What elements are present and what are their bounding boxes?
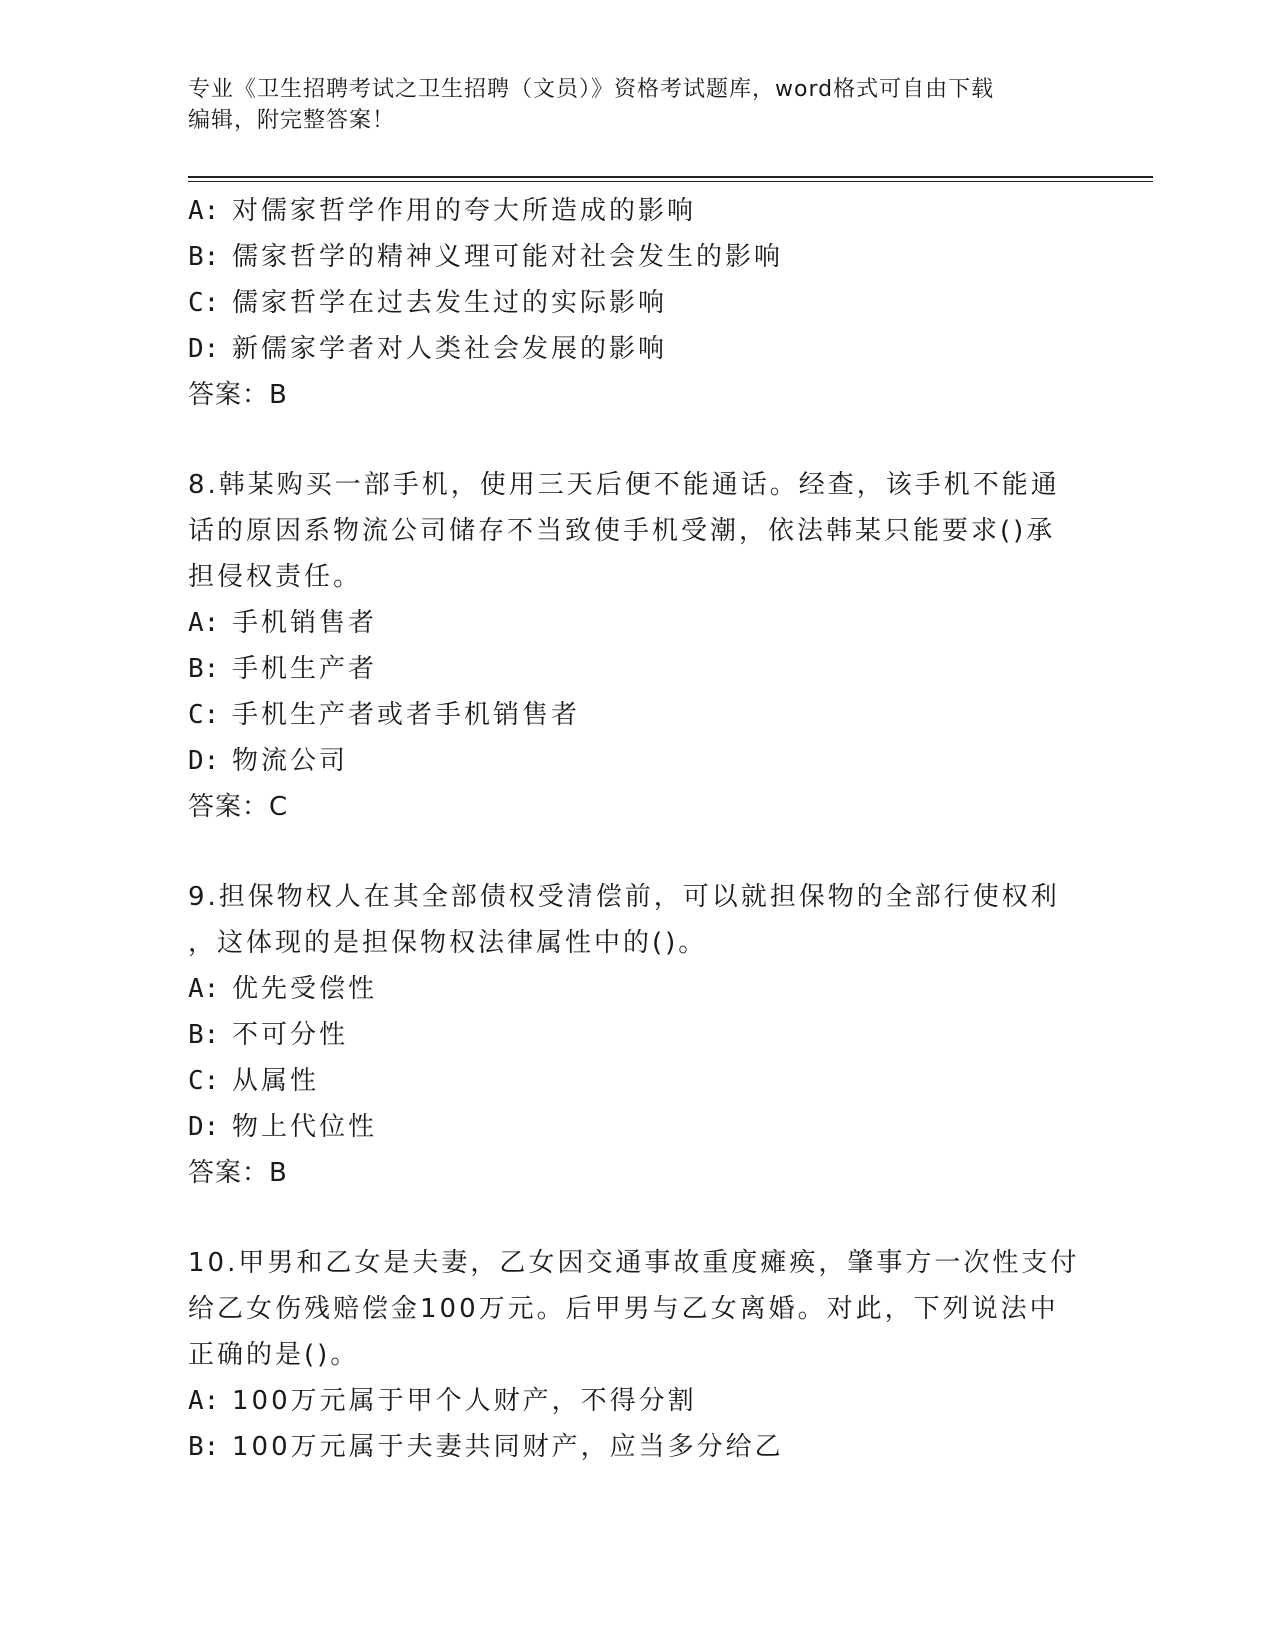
option-c: C: 儒家哲学在过去发生过的实际影响 — [188, 288, 668, 318]
option-b: B: 手机生产者 — [188, 654, 378, 684]
document-header — [188, 74, 1088, 136]
option-a: A: 对儒家哲学作用的夸大所造成的影响 — [188, 196, 697, 226]
header-divider-thick — [188, 176, 1153, 178]
option-a: A: 优先受偿性 — [188, 974, 378, 1004]
question-10 — [188, 1240, 1088, 1470]
question-9 — [188, 874, 1088, 1196]
option-d: D: 物上代位性 — [188, 1112, 378, 1142]
option-c: C: 手机生产者或者手机销售者 — [188, 700, 581, 730]
question-text-line: 给乙女伤残赔偿金100万元。后甲男与乙女离婚。对此，下列说法中 — [188, 1294, 1059, 1324]
header-line-2: 编辑，附完整答案！ — [188, 108, 396, 133]
question-text-line: 9.担保物权人在其全部债权受清偿前，可以就担保物的全部行使权利 — [188, 882, 1060, 912]
question-text-line: 8.韩某购买一部手机，使用三天后便不能通话。经查，该手机不能通 — [188, 470, 1060, 500]
answer: 答案：B — [188, 380, 288, 410]
option-c: C: 从属性 — [188, 1066, 320, 1096]
option-d: D: 物流公司 — [188, 746, 349, 776]
option-b: B: 不可分性 — [188, 1020, 349, 1050]
question-text-line: 正确的是()。 — [188, 1340, 360, 1370]
question-7 — [188, 188, 1088, 418]
question-text-line: 话的原因系物流公司储存不当致使手机受潮，依法韩某只能要求()承 — [188, 516, 1056, 546]
question-text-line: 10.甲男和乙女是夫妻，乙女因交通事故重度瘫痪，肇事方一次性支付 — [188, 1248, 1080, 1278]
answer: 答案：C — [188, 792, 289, 822]
question-text-line: 担侵权责任。 — [188, 562, 363, 592]
option-a: A: 手机销售者 — [188, 608, 378, 638]
option-a: A: 100万元属于甲个人财产，不得分割 — [188, 1386, 697, 1416]
option-b: B: 儒家哲学的精神义理可能对社会发生的影响 — [188, 242, 784, 272]
question-8 — [188, 462, 1088, 830]
option-b: B: 100万元属于夫妻共同财产，应当多分给乙 — [188, 1432, 784, 1462]
answer: 答案：B — [188, 1158, 288, 1188]
question-text-line: ，这体现的是担保物权法律属性中的()。 — [188, 928, 708, 958]
header-divider-thin — [188, 181, 1153, 182]
question-list — [188, 188, 1088, 1470]
option-d: D: 新儒家学者对人类社会发展的影响 — [188, 334, 668, 364]
header-line-1: 专业《卫生招聘考试之卫生招聘（文员）》资格考试题库，word格式可自由下载 — [188, 77, 995, 102]
